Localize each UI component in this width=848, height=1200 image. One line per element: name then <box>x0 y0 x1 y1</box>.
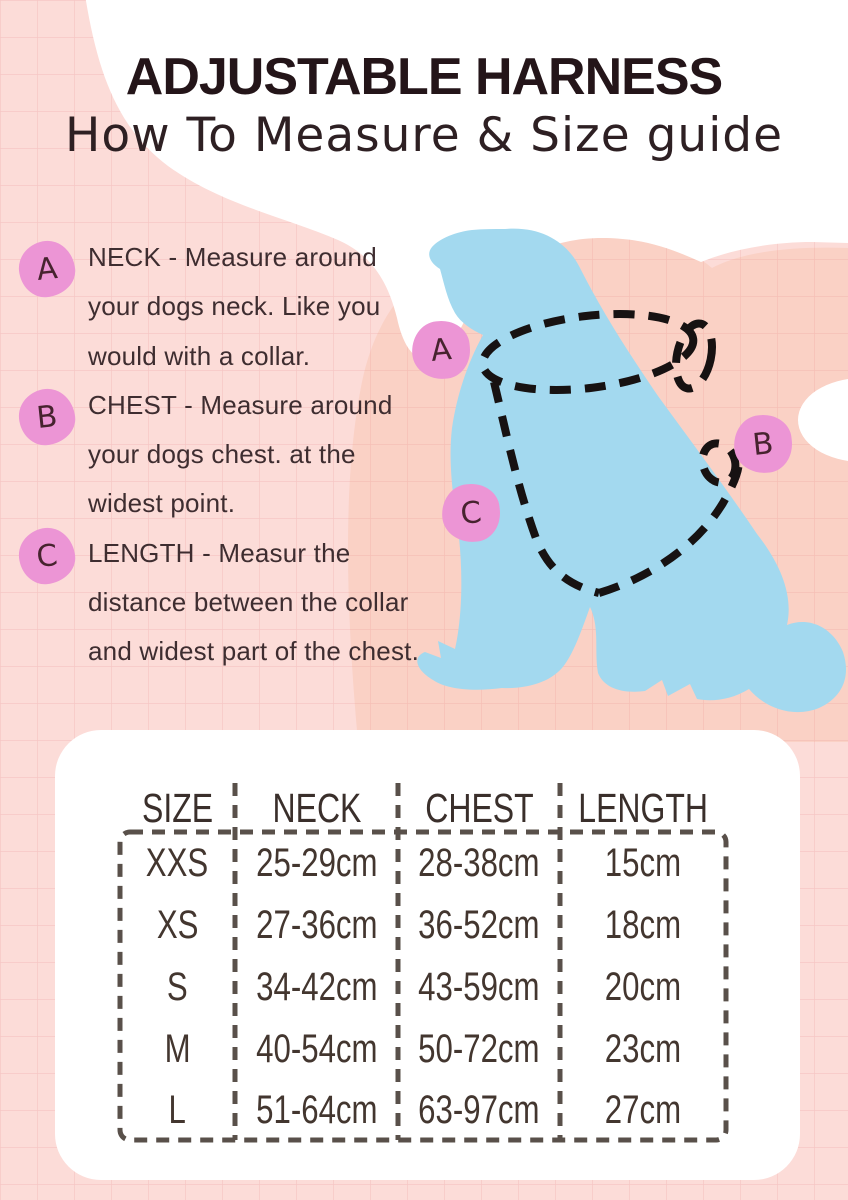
page-title: ADJUSTABLE HARNESS <box>125 48 723 106</box>
table-row <box>120 894 726 956</box>
instruction-line: widest point. <box>88 488 236 519</box>
cell-size: S <box>167 964 188 1009</box>
diagram-marker-b: B <box>731 412 795 476</box>
cell-size: XS <box>156 902 199 947</box>
header-neck: NECK <box>272 784 361 831</box>
cell-chest: 28-38cm <box>418 840 540 885</box>
instruction-line: LENGTH - Measur the <box>88 537 351 568</box>
cell-chest: 63-97cm <box>418 1087 540 1132</box>
cell-size: M <box>164 1026 191 1071</box>
cell-size: XXS <box>146 840 209 885</box>
header-length: LENGTH <box>578 784 708 831</box>
size-chart-card <box>55 730 800 1180</box>
list-badge-b: B <box>16 386 78 448</box>
cell-neck: 27-36cm <box>255 902 378 947</box>
header-size: SIZE <box>141 784 214 831</box>
instruction-line: your dogs chest. at the <box>88 439 356 470</box>
cell-length: 23cm <box>604 1026 682 1071</box>
instruction-line: and widest part of the chest. <box>88 636 419 667</box>
instruction-line: NECK - Measure around <box>88 242 377 272</box>
list-badge-c: C <box>16 525 78 587</box>
cell-neck: 34-42cm <box>255 964 378 1009</box>
instruction-line: CHEST - Measure around <box>88 389 393 420</box>
cell-chest: 50-72cm <box>418 1026 540 1071</box>
instruction-line: your dogs neck. Like you <box>88 291 381 322</box>
page-subtitle: How To Measure & Size guide <box>64 108 784 163</box>
cell-length: 15cm <box>604 840 682 885</box>
dog-silhouette <box>417 229 846 712</box>
cell-neck: 51-64cm <box>255 1087 378 1132</box>
table-row <box>120 1018 726 1080</box>
table-row <box>120 956 726 1018</box>
cell-length: 18cm <box>604 902 682 947</box>
cell-chest: 43-59cm <box>418 964 540 1009</box>
list-badge-a: A <box>16 238 78 300</box>
cell-neck: 25-29cm <box>255 840 378 885</box>
cell-neck: 40-54cm <box>255 1026 378 1071</box>
instruction-line: distance between the collar <box>88 587 409 618</box>
table-row <box>120 1080 726 1140</box>
instruction-line: would with a collar. <box>88 340 311 371</box>
table-header-row <box>120 786 726 830</box>
table-row <box>120 832 726 894</box>
cell-size: L <box>168 1087 187 1132</box>
diagram-marker-a: A <box>409 318 473 382</box>
header-chest: CHEST <box>424 784 534 831</box>
diagram-marker-c: C <box>439 481 503 545</box>
cell-chest: 36-52cm <box>418 902 540 947</box>
cell-length: 27cm <box>604 1087 682 1132</box>
cell-length: 20cm <box>604 964 682 1009</box>
